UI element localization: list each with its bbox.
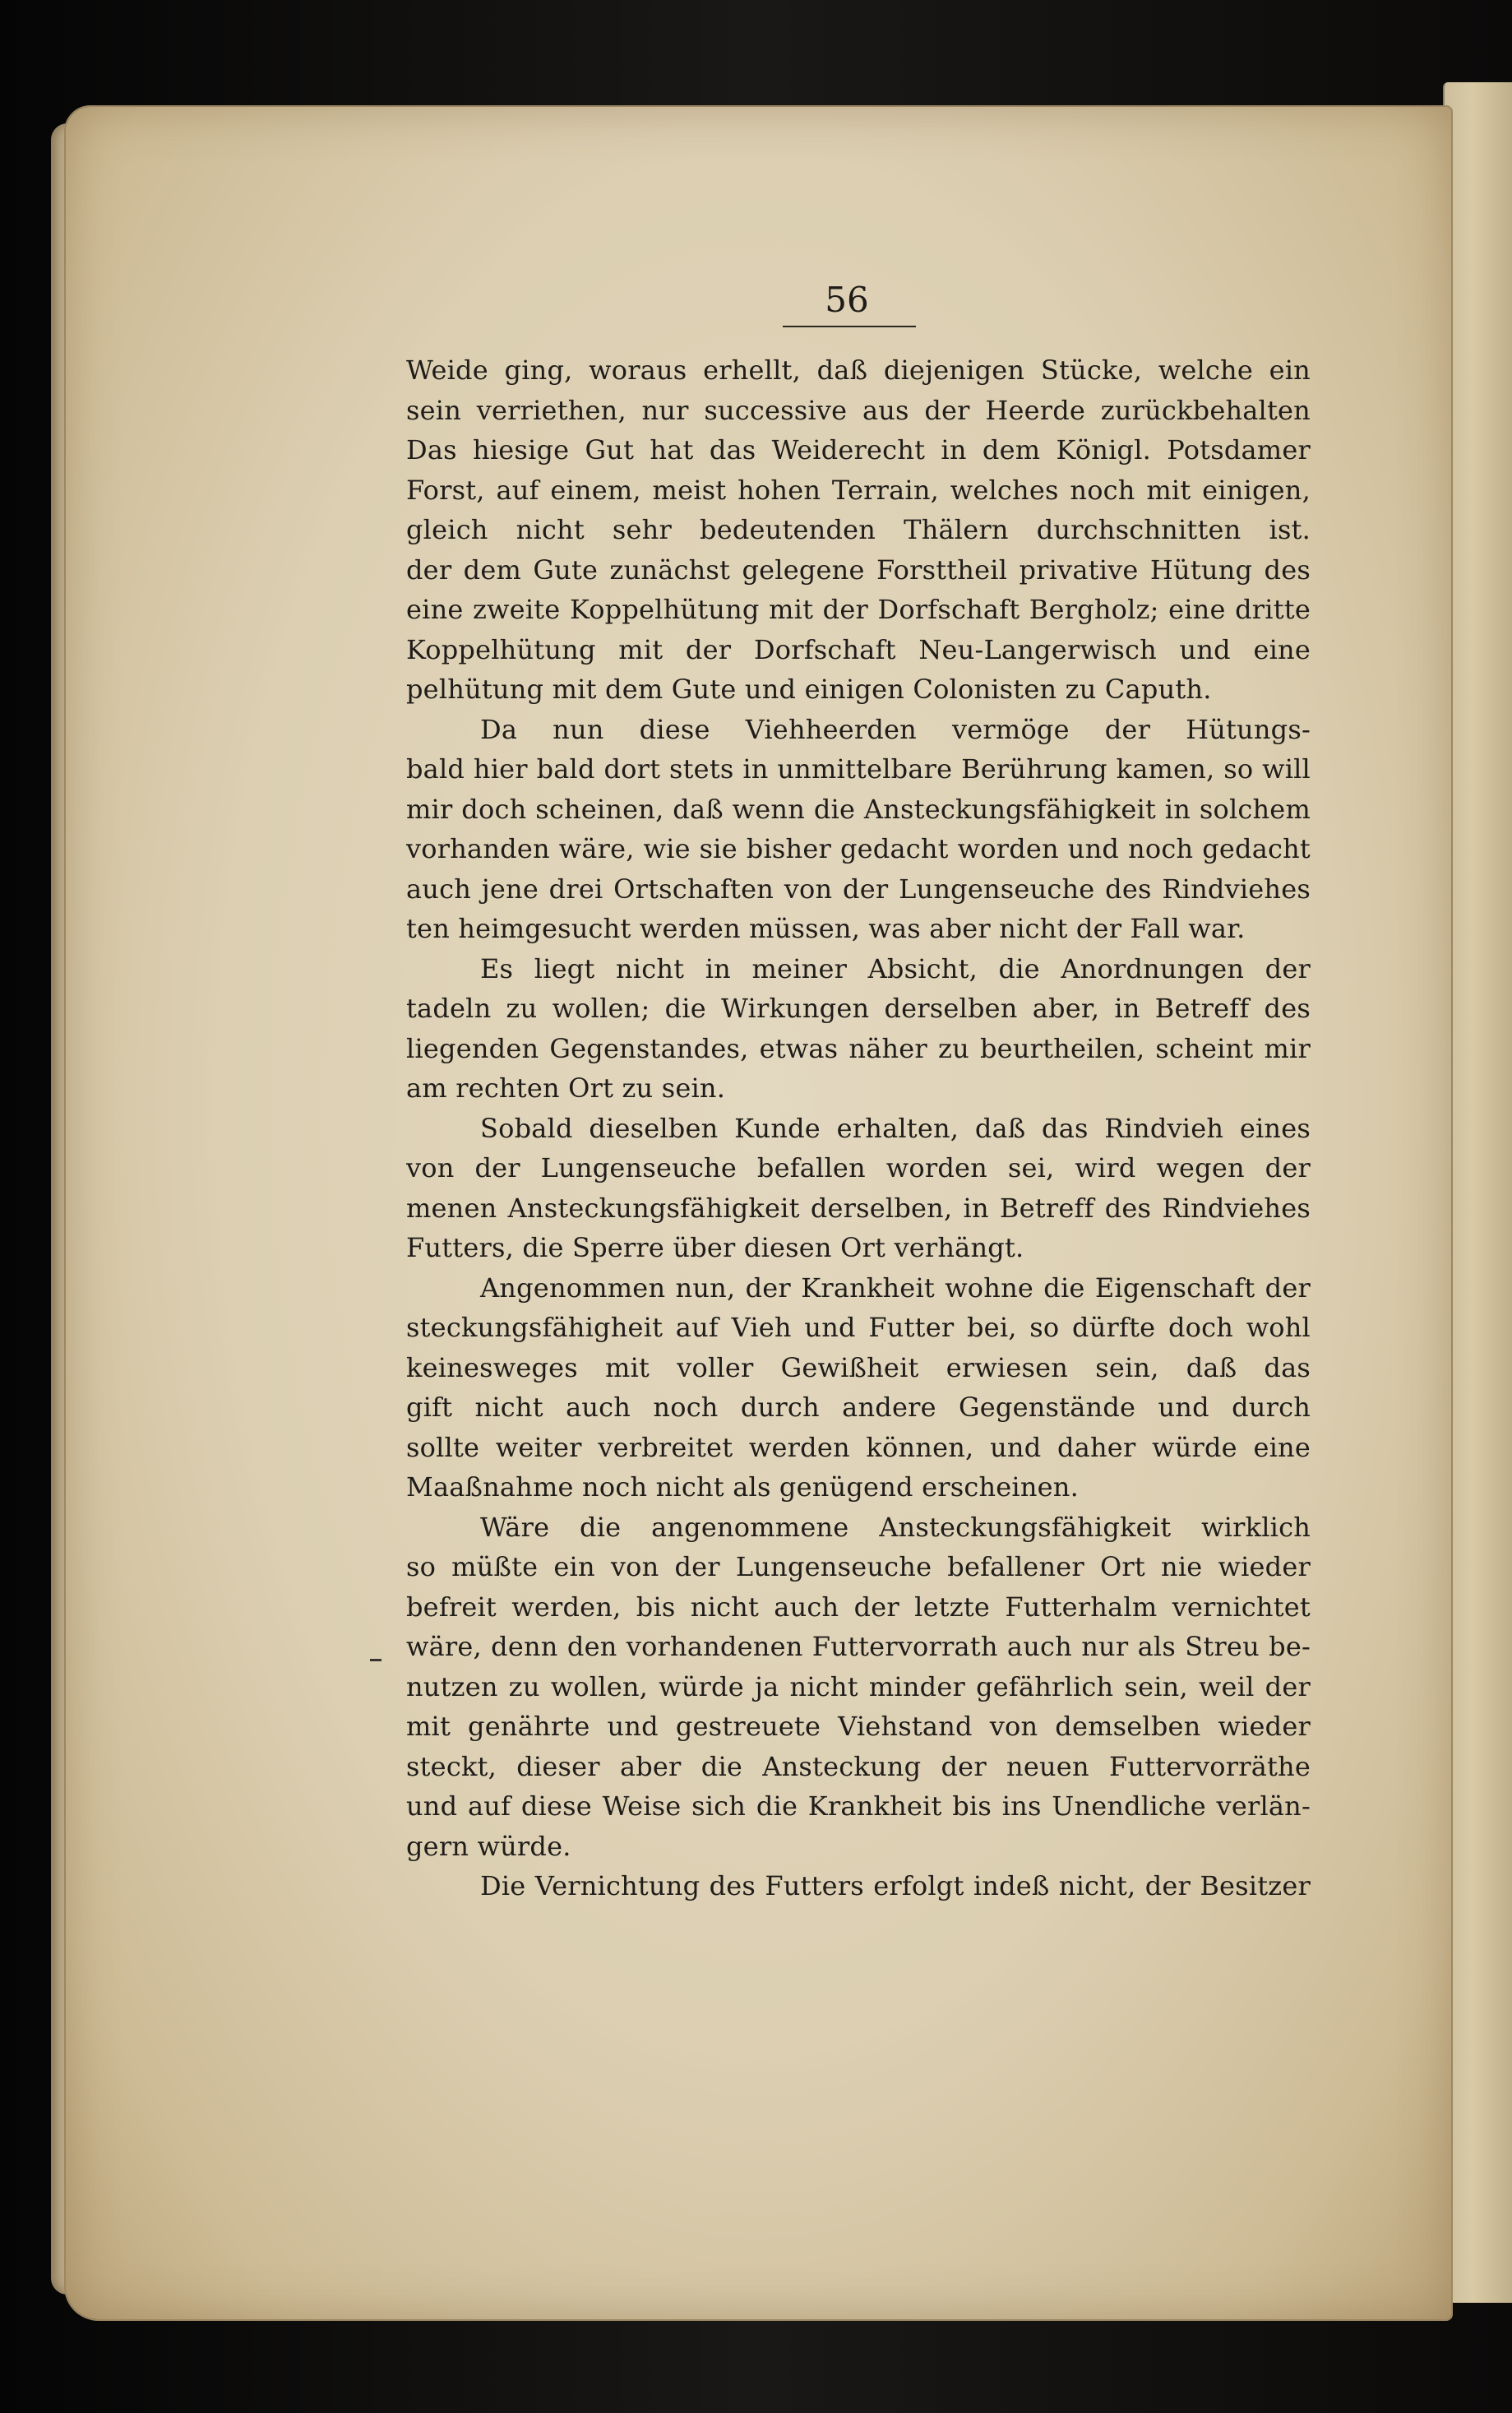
text-line: so müßte ein von der Lungenseuche befallener Ort nie wieder xyxy=(406,1551,1311,1582)
text-line: Sobald dieselben Kunde erhalten, daß das Rindvieh eines xyxy=(480,1112,1311,1144)
text-line: Es liegt nicht in meiner Absicht, die Anordnungen der xyxy=(480,952,1311,984)
text-line: menen Ansteckungsfähigkeit derselben, in Betreff des Rindviehes xyxy=(406,1192,1311,1224)
text-line: Maaßnahme noch nicht als genügend erscheinen. xyxy=(406,1471,1079,1503)
text-line: steckt, dieser aber die Ansteckung der neuen Futtervorräthe xyxy=(406,1750,1311,1782)
text-line: pelhütung mit dem Gute und einigen Colonisten zu Caputh. xyxy=(406,674,1212,705)
text-line: Wäre die angenommene Ansteckungsfähigkeit wirklich xyxy=(480,1511,1311,1543)
text-line: tadeln zu wollen; die Wirkungen derselben aber, in Betreff des xyxy=(406,993,1311,1024)
text-line: Forst, auf einem, meist hohen Terrain, welches noch mit einigen, xyxy=(406,474,1311,506)
text-line: gern würde. xyxy=(406,1830,571,1862)
text-line: von der Lungenseuche befallen worden sei, wird wegen der xyxy=(406,1152,1311,1183)
text-line: eine zweite Koppelhütung mit der Dorfschaft Bergholz; eine dritte xyxy=(406,594,1311,625)
text-line: befreit werden, bis nicht auch der letzte Futterhalm vernichtet xyxy=(406,1591,1311,1623)
text-line: der dem Gute zunächst gelegene Forsttheil privative Hütung des xyxy=(406,553,1311,586)
text-line: gleich nicht sehr bedeutenden Thälern durchschnitten ist. xyxy=(406,514,1311,545)
text-line: vorhanden wäre, wie sie bisher gedacht worden und noch gedacht xyxy=(406,833,1311,864)
text-line: mit genährte und gestreuete Viehstand von demselben wieder xyxy=(406,1711,1311,1742)
text-line: wäre, denn den vorhandenen Futtervorrath auch nur als Streu be- xyxy=(406,1631,1311,1662)
margin-mark xyxy=(370,1659,381,1661)
text-line: gift nicht auch noch durch andere Gegenstände und durch xyxy=(406,1392,1311,1423)
text-line: Das hiesige Gut hat das Weiderecht in dem Königl. Potsdamer xyxy=(406,434,1311,465)
text-line: Koppelhütung mit der Dorfschaft Neu-Langerwisch und eine xyxy=(406,633,1311,665)
text-line: sein verriethen, nur successive aus der Heerde zurückbehalten xyxy=(406,394,1311,426)
text-line: und auf diese Weise sich die Krankheit bis ins Unendliche verlän- xyxy=(406,1790,1311,1822)
text-line: sollte weiter verbreitet werden können, und daher würde eine xyxy=(406,1431,1311,1463)
text-line: steckungsfähigheit auf Vieh und Futter bei, so dürfte doch wohl xyxy=(406,1312,1311,1343)
text-line: am rechten Ort zu sein. xyxy=(406,1072,726,1104)
text-line: liegenden Gegenstandes, etwas näher zu beurtheilen, scheint mir xyxy=(406,1032,1311,1064)
text-line: keinesweges mit voller Gewißheit erwiesen sein, daß das xyxy=(406,1351,1311,1383)
page-number-rule xyxy=(783,326,916,327)
text-line: mir doch scheinen, daß wenn die Ansteckungsfähigkeit in solchem xyxy=(406,793,1311,825)
text-line: ten heimgesucht werden müssen, was aber nicht der Fall war. xyxy=(406,913,1246,944)
text-line: nutzen zu wollen, würde ja nicht minder gefährlich sein, weil der xyxy=(406,1670,1311,1702)
text-line: Die Vernichtung des Futters erfolgt indeß nicht, der Besitzer xyxy=(480,1870,1311,1901)
text-line: bald hier bald dort stets in unmittelbare Berührung kamen, so will xyxy=(406,753,1311,785)
text-line: Da nun diese Viehheerden vermöge der Hütungs- xyxy=(480,713,1311,745)
page-number: 56 xyxy=(825,280,869,320)
text-line: Weide ging, woraus erhellt, daß diejenigen Stücke, welche ein xyxy=(406,354,1311,386)
body-text xyxy=(406,350,1311,1913)
text-line: auch jene drei Ortschaften von der Lungenseuche des Rindviehes xyxy=(406,873,1311,905)
text-line: Angenommen nun, der Krankheit wohne die Eigenschaft der xyxy=(480,1271,1311,1304)
text-line: Futters, die Sperre über diesen Ort verhängt. xyxy=(406,1232,1024,1263)
facing-page-edge xyxy=(1443,82,1512,2303)
